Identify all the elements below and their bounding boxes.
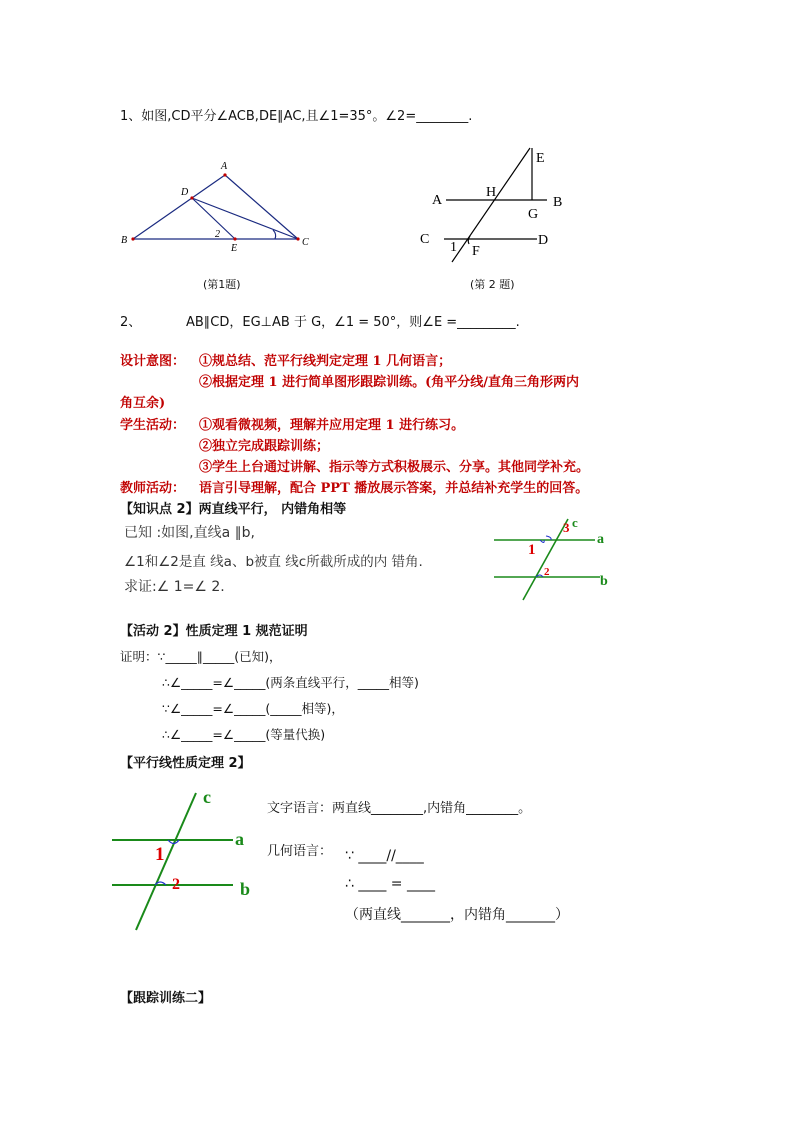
student-activity-line-2: ②独立完成跟踪训练；	[199, 439, 330, 454]
label-D: D	[181, 187, 189, 198]
label-1: 1	[450, 240, 457, 255]
label-3: 3	[563, 520, 570, 535]
figure-3	[490, 515, 615, 605]
label-F: F	[472, 244, 480, 259]
segment-BA	[133, 175, 225, 239]
label-c: c	[572, 515, 578, 530]
question-1: 1、如图,CD平分∠ACB,DE∥AC,且∠1=35°。∠2=________.	[120, 109, 473, 124]
segment-DE	[192, 198, 235, 239]
teacher-activity-text: 语言引导理解，配合 PPT 播放展示答案，并总结补充学生的回答。	[199, 481, 589, 496]
question-2-number: 2、	[120, 315, 142, 330]
geometry-line-2: ∴ ____ = ____	[345, 876, 435, 892]
line-c	[523, 519, 568, 600]
label-c: c	[203, 787, 211, 807]
kp2-angles: ∠1和∠2是直 线a、b被直 线c所截所成的内 错角.	[124, 554, 423, 570]
label-a: a	[597, 532, 604, 547]
geometry-language-label: 几何语言：	[267, 844, 333, 859]
label-A: A	[221, 161, 228, 172]
label-E: E	[536, 151, 545, 166]
student-activity-label: 学生活动：	[120, 418, 186, 433]
label-2: 2	[544, 566, 550, 578]
label-B: B	[121, 235, 128, 246]
design-intent-line-3: 角互余)	[120, 396, 166, 411]
label-A: A	[432, 193, 443, 208]
label-D: D	[538, 233, 549, 248]
label-2: 2	[215, 229, 220, 240]
design-intent-label: 设计意图：	[120, 354, 186, 369]
label-H: H	[486, 185, 497, 200]
proof-line-4: ∴∠_____=∠_____(等量代换)	[162, 727, 326, 742]
label-b: b	[600, 574, 608, 589]
segment-AC	[225, 175, 298, 239]
kp2-given: 已知 :如图,直线a ∥b,	[124, 525, 255, 541]
activity-2-title: 【活动 2】性质定理 1 规范证明	[120, 624, 308, 639]
theorem-2-title: 【平行线性质定理 2】	[120, 756, 251, 771]
text-language: 文字语言：两直线________,内错角________。	[267, 801, 532, 816]
label-b: b	[240, 879, 251, 899]
label-a: a	[235, 829, 244, 849]
tracking-exercise-2-title: 【跟踪训练二】	[120, 991, 212, 1006]
teacher-activity-label: 教师活动：	[120, 481, 186, 496]
figure-2	[412, 140, 572, 268]
label-G: G	[528, 207, 539, 222]
figure-4	[110, 785, 260, 935]
label-B: B	[553, 195, 563, 210]
label-C: C	[302, 237, 309, 248]
design-intent-line-1: ①规总结、范平行线判定定理 1 几何语言；	[199, 354, 452, 369]
label-1: 1	[528, 542, 536, 558]
proof-line-3: ∵∠_____=∠_____(_____相等)，	[162, 701, 344, 716]
knowledge-point-2-title: 【知识点 2】两直线平行， 内错角相等	[120, 502, 347, 517]
label-E: E	[231, 243, 238, 254]
kp2-prove: 求证:∠ 1=∠ 2.	[124, 579, 225, 595]
student-activity-line-1: ①观看微视频，理解并应用定理 1 进行练习。	[199, 418, 465, 433]
proof-line-1: 证明：∵_____∥_____(已知)，	[120, 649, 282, 664]
proof-line-2: ∴∠_____=∠_____(两条直线平行，_____相等)	[162, 675, 419, 690]
label-C: C	[420, 232, 430, 247]
design-intent-line-2: ②根据定理 1 进行简单图形跟踪训练。(角平分线/直角三角形两内	[199, 375, 579, 390]
figure-2-caption: (第 2 题)	[470, 278, 515, 291]
geometry-line-1: ∵ ____//____	[345, 848, 424, 864]
label-1: 1	[155, 844, 165, 865]
figure-1	[115, 155, 320, 260]
transversal-EF	[452, 148, 530, 262]
figure-1-caption: (第1题)	[203, 278, 241, 291]
geometry-line-3: （两直线_______，内错角_______）	[345, 907, 569, 923]
student-activity-line-3: ③学生上台通过讲解、指示等方式积极展示、分享。其他同学补充。	[199, 460, 590, 475]
angle-1-arc	[273, 230, 276, 239]
line-c	[136, 793, 196, 930]
question-2: AB∥CD，EG⊥AB 于 G，∠1 = 50°，则∠E =_________.	[186, 315, 520, 330]
segment-DC	[192, 198, 298, 239]
label-2: 2	[172, 876, 180, 893]
